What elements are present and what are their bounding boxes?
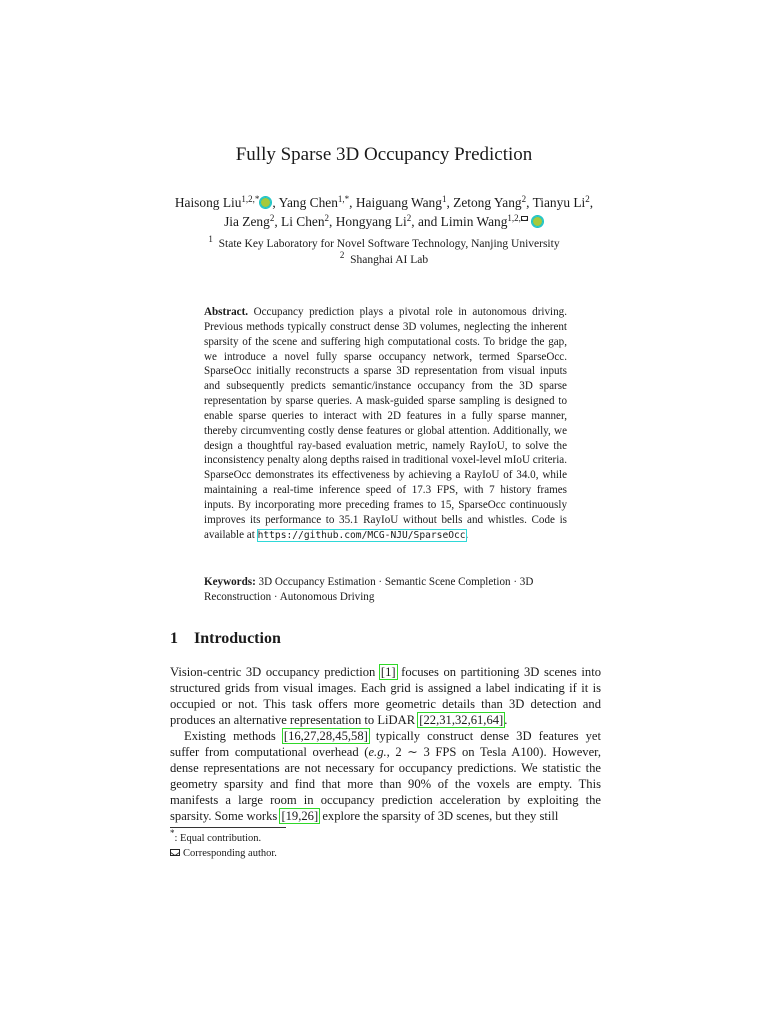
author-name: Li Chen [281, 214, 325, 229]
section-heading [170, 630, 281, 648]
keywords-text: 3D Occupancy Estimation · Semantic Scene Completion · 3D Reconstruction · Autonomous Driving [204, 576, 534, 603]
code-link[interactable]: https://github.com/MCG-NJU/SparseOcc [257, 529, 466, 541]
section-number: 1 [170, 630, 178, 647]
footnote-corresponding: Corresponding author. [170, 846, 601, 861]
author-name: Limin Wang [440, 214, 508, 229]
paragraph: Vision-centric 3D occupancy prediction [1] focuses on partitioning 3D scenes into structured grids from visual images. Each grid is assigned a label indicating if it is occupied or not. This task offers more geometric details than 3D detection and produces an alternative representation to LiDAR [22,31,32,61,64]. [170, 665, 601, 727]
paragraph: Existing methods [16,27,28,45,58] typically construct dense 3D features yet suffer from computational overhead (e.g., 2 ∼ 3 FPS on Tesla A100). However, dense representations are not necessary for occupancy predictions. We statistic the geometry sparsity and find that more than 90% of the voxels are empty. This manifests a large room in occupancy prediction acceleration by exploiting the sparsity. Some works [19,26] explore the sparsity of 3D scenes, but they still [170, 729, 602, 823]
author-list: Haisong Liu$^{1,2,*}$ , Yang Chen$^{1,*}$, Haiguang Wang$^1$, Zetong Yang$^2$, Tianyu Li$^2$, Jia Zeng$^2$, Li Chen$^2$, Hongyang Li$^2$, and Limin Wang$^{1,2,}$ [174, 194, 594, 229]
author-name: Haisong Liu [174, 195, 242, 210]
keywords [204, 575, 567, 605]
intro-body [170, 664, 601, 824]
author-name: Yang Chen [278, 195, 338, 210]
citation-link[interactable]: [16,27,28,45,58] [283, 729, 368, 743]
citation-link[interactable]: [1] [380, 665, 396, 679]
keywords-label: Keywords: [204, 576, 256, 588]
orcid-icon[interactable] [260, 197, 271, 208]
abstract-text: Occupancy prediction plays a pivotal role in autonomous driving. Previous methods typically construct dense 3D volumes, neglecting the inherent sparsity of the scene and suffering high computational costs. To bridge the gap, we introduce a novel fully sparse occupancy network, termed SparseOcc. SparseOcc initially reconstructs a sparse 3D representation from visual inputs and subsequently predicts semantic/instance occupancy from the 3D sparse representation by sparse queries. A mask-guided sparse sampling is designed to enable sparse queries to interact with 2D features in a fully sparse manner, thereby circumventing costly dense features or global attention. Additionally, we design a thoughtful ray-based evaluation metric, namely RayIoU, to solve the inconsistency penalty along depths raised in traditional voxel-level mIoU criteria. SparseOcc demonstrates its effectiveness by achieving a RayIoU of 34.0, while maintaining a real-time inference speed of 17.3 FPS, with 7 history frames inputs. By incorporating more preceding frames to 15, SparseOcc continuously improves its performance to 35.1 RayIoU without bells and whistles. Code is available at [204, 306, 568, 541]
author-name: Tianyu Li [532, 195, 586, 210]
envelope-icon [170, 849, 180, 856]
author-name: Jia Zeng [224, 214, 270, 229]
footnote-rule [170, 827, 286, 828]
author-name: Hongyang Li [335, 214, 407, 229]
affiliation-1: $^1$ State Key Laboratory for Novel Software Technology, Nanjing University [208, 234, 560, 250]
envelope-icon [521, 216, 528, 221]
citation-link[interactable]: [19,26] [281, 809, 319, 823]
orcid-icon[interactable] [532, 216, 543, 227]
section-title: Introduction [194, 630, 281, 647]
author-name: Zetong Yang [453, 195, 522, 210]
paper-title: Fully Sparse 3D Occupancy Prediction [235, 144, 533, 165]
abstract-label: Abstract. [204, 306, 249, 318]
affiliation-2: $^2$ Shanghai AI Lab [339, 250, 429, 266]
abstract: Abstract. Occupancy prediction plays a pivotal role in autonomous driving. Previous methods typically construct dense 3D volumes, neglecting the inherent sparsity of the scene and suffering high computational costs. To bridge the gap, we introduce a novel fully sparse occupancy network, termed SparseOcc. SparseOcc initially reconstructs a sparse 3D representation from visual inputs and subsequently predicts semantic/instance occupancy from the 3D sparse representation by sparse queries. A mask-guided sparse sampling is designed to enable sparse queries to interact with 2D features in a fully sparse manner, thereby circumventing costly dense features or global attention. Additionally, we design a thoughtful ray-based evaluation metric, namely RayIoU, to solve the inconsistency penalty along depths raised in traditional voxel-level mIoU criteria. SparseOcc demonstrates its effectiveness by achieving a RayIoU of 34.0, while maintaining a real-time inference speed of 17.3 FPS, with 7 history frames inputs. By incorporating more preceding frames to 15, SparseOcc continuously improves its performance to 35.1 RayIoU without bells and whistles. Code is available at https://github.com/MCG-NJU/SparseOcc. [204, 306, 568, 541]
footnotes [170, 828, 601, 861]
citation-link[interactable]: [22,31,32,61,64] [419, 713, 504, 727]
affiliations [150, 236, 618, 268]
footnote-equal: *: Equal contribution. [170, 828, 262, 844]
author-name: Haiguang Wang [355, 195, 442, 210]
